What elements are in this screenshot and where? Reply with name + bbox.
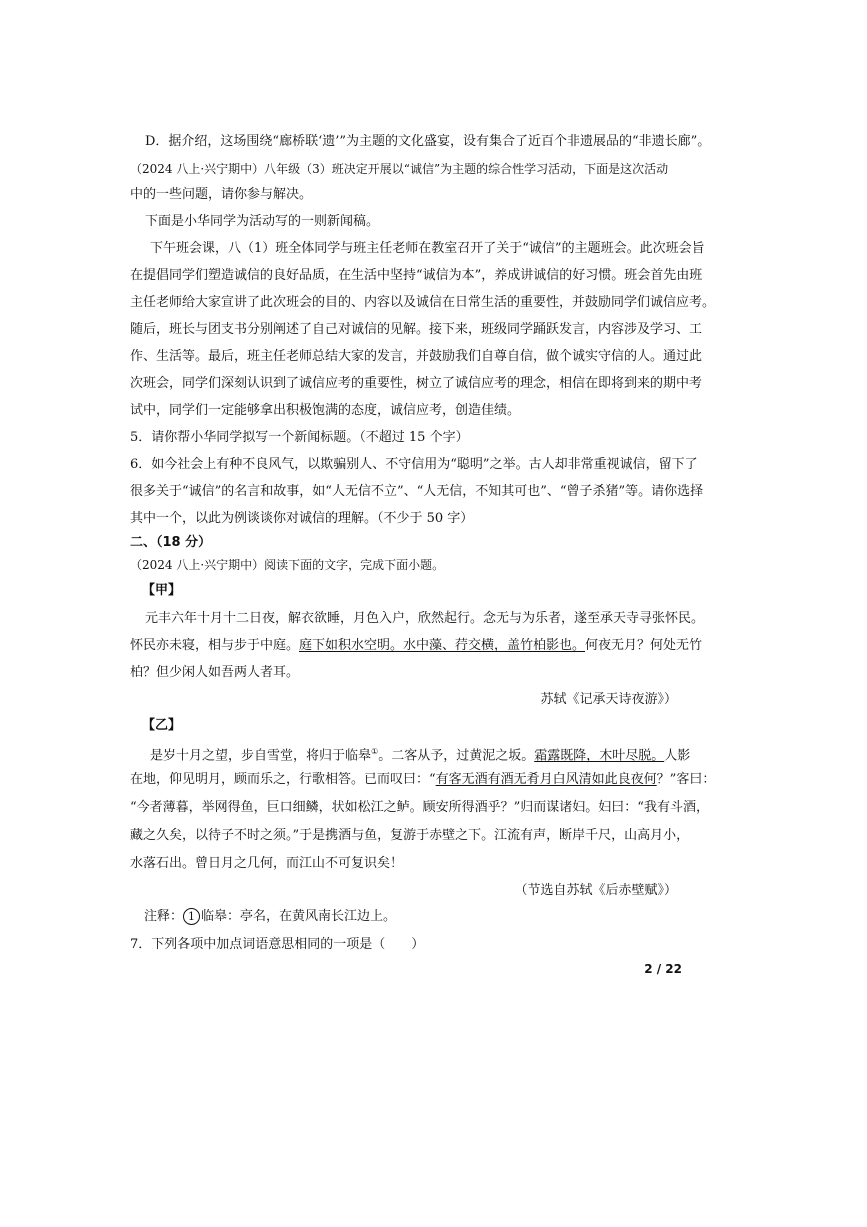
yi-line-1 [150, 743, 690, 765]
intro-line-1: （2024 八上·兴宁期中）八年级（3）班决定开展以“诚信”为主题的综合性学习活动，下面是这次活动 [130, 162, 669, 176]
news-line-6: 次班会，同学们深刻认识到了诚信应考的重要性，树立了诚信应考的理念，相信在即将到来的期中考 [130, 376, 703, 391]
reading-intro: （2024 八上·兴宁期中）阅读下面的文字，完成下面小题。 [130, 558, 445, 572]
news-intro: 下面是小华同学为活动写的一则新闻稿。 [145, 214, 380, 229]
section-heading: 二、（18 分） [130, 535, 212, 550]
passage-yi-label: 【乙】 [142, 718, 182, 733]
news-line-7: 试中，同学们一定能够拿出积极饱满的态度，诚信应考，创造佳绩。 [130, 403, 521, 418]
jia-line-2-start: 怀民亦未寝，相与步于中庭。 [130, 638, 300, 653]
news-line-5: 作、生活等。最后，班主任老师总结大家的发言，并鼓励我们自尊自信，做个诚实守信的人。通过此 [130, 349, 703, 364]
intro-line-2: 中的一些问题，请你参与解决。 [130, 187, 313, 202]
passage-jia-label: 【甲】 [142, 583, 182, 598]
news-line-4: 随后，班长与团支书分别阐述了自己对诚信的见解。接下来，班级同学踊跃发言，内容涉及学习、工 [130, 322, 703, 337]
yi-line-2-end: ？”客曰： [656, 772, 716, 787]
option-d: D．据介绍，这场围绕“廊桥联‘遗’”为主题的文化盛宴，设有集合了近百个非遗展品的“非遗长廊”。 [145, 134, 711, 149]
question-6-line-1: 6．如今社会上有种不良风气，以欺骗别人、不守信用为“聪明”之举。古人却非常重视诚信，留下了 [130, 457, 698, 472]
annotation-text: 临皋：亭名，在黄风南长江边上。 [201, 909, 397, 924]
yi-source: （节选自苏轼《后赤壁赋》） [514, 883, 677, 898]
jia-line-3: 柏？但少闲人如吾两人者耳。 [130, 665, 300, 680]
page-number: 2 / 22 [644, 962, 682, 976]
footnote-marker: ① [371, 747, 379, 756]
jia-source: 苏轼《记承天诗夜游》） [540, 692, 677, 707]
jia-line-1: 元丰六年十月十二日夜，解衣欲睡，月色入户，欣然起行。念无与为乐者，遂至承天寺寻张怀民。 [145, 611, 705, 626]
question-6-line-3: 其中一个，以此为例谈谈你对诚信的理解。（不少于 50 字） [130, 511, 474, 526]
yi-underlined-sentence-1: 霜露既降，木叶尽脱。 [534, 748, 665, 764]
yi-underlined-sentence-2: 有客无酒有酒无肴月白风清如此良夜何 [435, 772, 657, 787]
news-line-1: 下午班会课，八（1）班全体同学与班主任老师在教室召开了关于“诚信”的主题班会。此次班会旨 [150, 241, 705, 256]
jia-line-2-end: 何夜无月？何处无竹 [585, 638, 703, 653]
yi-line-1-start: 是岁十月之望，步自雪堂，将归于临皋 [150, 748, 372, 764]
yi-line-2 [130, 771, 715, 789]
yi-line-5: 水落石出。曾日月之几何，而江山不可复识矣！ [130, 856, 404, 871]
yi-line-3: “今者薄暮，举网得鱼，巨口细鳞，状如松江之鲈。顾安所得酒乎？”归而谋诸妇。妇曰：“我有斗酒， [130, 800, 709, 815]
yi-line-2-start: 在地，仰见明月，顾而乐之，行歌相答。已而叹曰：“ [130, 772, 436, 787]
question-5: 5．请你帮小华同学拟写一个新闻标题。（不超过 15 个字） [130, 430, 469, 445]
yi-line-1-mid: 。二客从予，过黄泥之坂。 [378, 748, 535, 764]
annotation [144, 908, 396, 926]
jia-line-2 [130, 637, 702, 655]
annotation-label: 注释： [144, 909, 184, 924]
yi-line-1-end: 人影 [664, 748, 691, 764]
circled-number-one: 1 [183, 908, 200, 925]
news-line-2: 在提倡同学们塑造诚信的良好品质，在生活中坚持“诚信为本”，养成讲诚信的好习惯。班会首先由班 [130, 268, 703, 283]
news-line-3: 主任老师给大家宣讲了此次班会的目的、内容以及诚信在日常生活的重要性，并鼓励同学们诚信应考。 [130, 295, 716, 310]
question-7: 7．下列各项中加点词语意思相同的一项是（ ） [130, 937, 425, 952]
yi-line-4: 藏之久矣，以待子不时之须。”于是携酒与鱼，复游于赤壁之下。江流有声，断岸千尺，山高月小， [130, 828, 690, 843]
jia-underlined-sentence: 庭下如积水空明。水中藻、荇交横，盖竹柏影也。 [299, 638, 586, 653]
question-6-line-2: 很多关于“诚信”的名言和故事，如“人无信不立”、“人无信，不知其可也”、“曾子杀猪”等。请你选择 [130, 484, 704, 499]
